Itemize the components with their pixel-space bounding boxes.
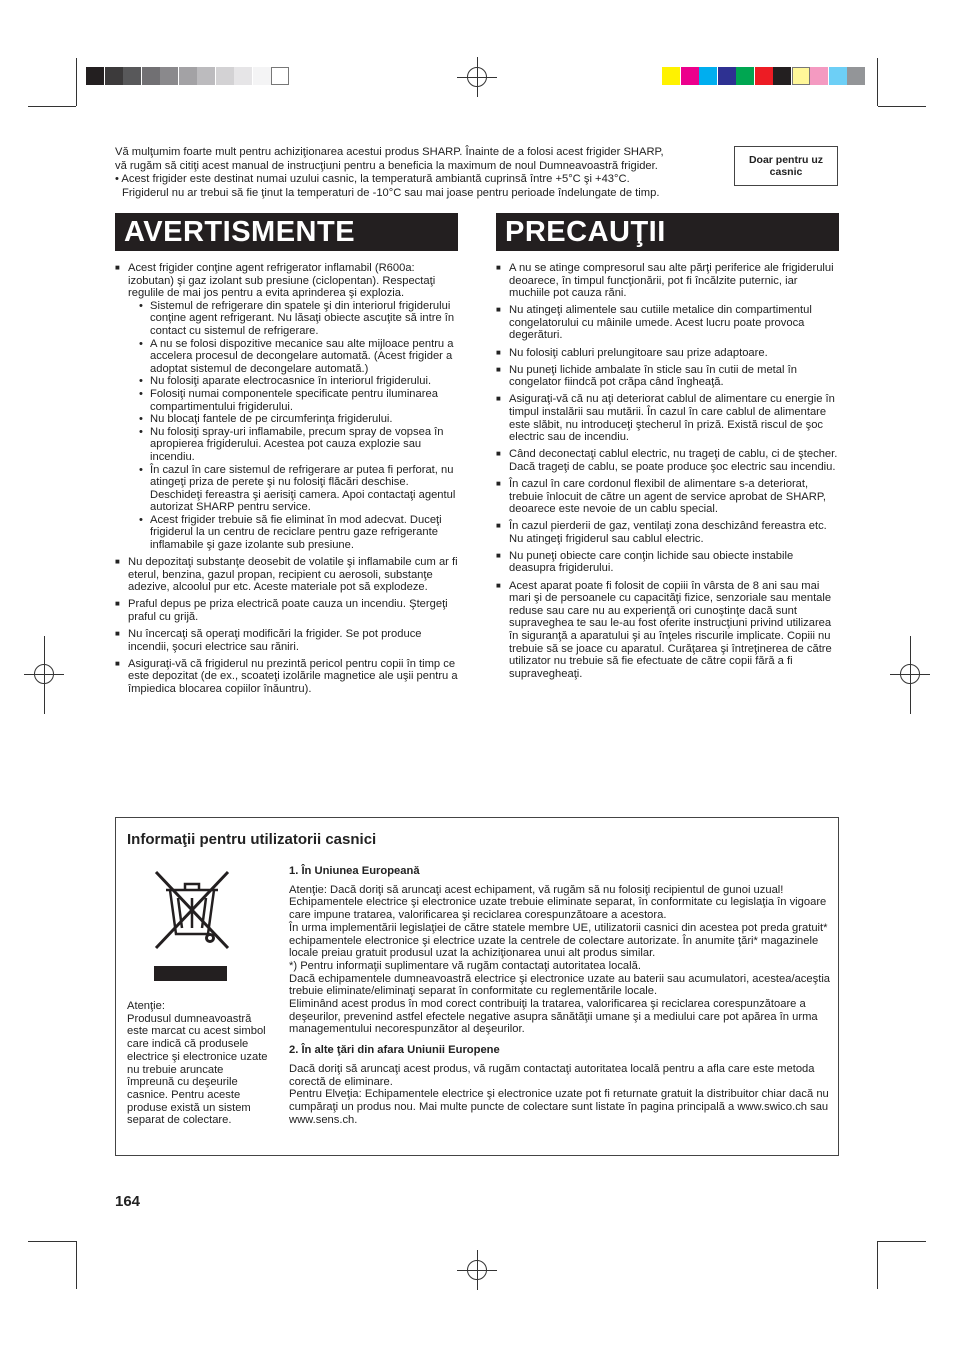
warning-item: ■ Praful depus pe priza electrică poate cauza un incendiu. Ştergeţi praful cu grijă. <box>115 598 460 623</box>
color-swatch <box>792 67 810 85</box>
precaution-item: ■ Nu folosiţi cabluri prelungitoare sau prize adaptoare. <box>496 347 841 360</box>
gray-swatch <box>234 67 252 85</box>
warning-item: ■ Nu încercaţi să operaţi modificări la frigider. Se pot produce incendii, şocuri electrice sau răniri. <box>115 628 460 653</box>
registration-line-left <box>44 636 45 714</box>
disposal-info <box>289 865 834 1126</box>
precaution-item: ■ Când deconectaţi cablul electric, nu trageţi de cablu, ci de ştecher. Dacă trageţi de cablu, se poate produce şoc electric sau incendiu. <box>496 448 841 473</box>
precaution-item: ■ În cazul pierderii de gaz, ventilaţi zona deschizând fereastra etc. Nu atingeţi frigiderul sau cablul electric. <box>496 520 841 545</box>
intro-line: Vă mulţumim foarte mult pentru achiziţionarea acestui produs SHARP. Înainte de a folosi acest frigider SHARP, <box>115 146 664 158</box>
eu-text <box>289 884 834 1036</box>
color-swatch <box>773 67 791 85</box>
intro-text <box>115 146 725 200</box>
color-swatch <box>736 67 754 85</box>
warning-subitem: • Folosiţi numai componentele specificate pentru iluminarea compartimentului frigiderului. <box>128 388 460 413</box>
gray-swatch <box>142 67 160 85</box>
household-info-title: Informaţii pentru utilizatorii casnici <box>127 831 377 848</box>
non-eu-heading: 2. În alte ţări din afara Uniunii Europene <box>289 1044 500 1057</box>
precaution-item: ■ Asiguraţi-vă că nu aţi deteriorat cablul de alimentare cu energie în timpul instalării sau mutării. În cazul în care cablul de alimentare este slăbit, nu introduceţi ştecherul în priză. Există riscul de şoc electric sau de incendiu. <box>496 393 841 443</box>
warning-sublist <box>128 300 460 552</box>
eu-text-line: *) Pentru informaţii suplimentare vă rugăm contactaţi autoritatea locală. <box>289 959 641 972</box>
intro-line: • Acest frigider este destinat numai uzului casnic, la temperatură ambiantă cuprinsă între +5°C şi +43°C. <box>115 173 630 185</box>
color-swatch <box>718 67 736 85</box>
warning-subitem: • Sistemul de refrigerare din spatele şi din interiorul frigiderului conţine agent refrigerant. Nu lăsaţi obiecte ascuţite să intre în contact cu sistemul de refrigerare. <box>128 300 460 338</box>
weee-date-bar <box>154 966 227 981</box>
intro-line: vă rugăm să citiţi acest manual de instrucţiuni pentru a beneficia la maximum de noul Dumneavoastră frigider. <box>115 159 658 172</box>
precaution-item: ■ Nu atingeţi alimentele sau cutiile metalice din compartimentul congelatorului cu mâinile umede. Acest lucru poate provoca degerături. <box>496 304 841 342</box>
gray-swatch <box>253 67 271 85</box>
non-eu-text <box>289 1063 834 1127</box>
color-swatch <box>847 67 865 85</box>
warning-subitem: • În cazul în care sistemul de refrigerare ar putea fi perforat, nu atingeţi priza de perete şi nu folosiţi flăcări deschise. Deschideţi fereastra şi aerisiţi camera. Apoi contactaţi agentul autorizat SHARP pentru service. <box>128 464 460 514</box>
color-swatch <box>662 67 680 85</box>
warning-subitem: • Acest frigider trebuie să fie eliminat în mod adecvat. Duceţi frigiderul la un centru de reciclare pentru gaze refrigerante inflamabile şi gaze izolante sub presiune. <box>128 514 460 552</box>
gray-swatch <box>271 67 289 85</box>
gray-swatch <box>160 67 178 85</box>
household-use-badge: Doar pentru uz casnic <box>734 146 838 186</box>
warning-subitem: • Nu blocaţi fantele de pe circumferinţa frigiderului. <box>128 413 460 426</box>
non-eu-text-line: Dacă doriţi să aruncaţi acest produs, vă rugăm contactaţi autoritatea locală pentru a afla care este metoda corectă de eliminare. <box>289 1062 815 1088</box>
precaution-item: ■ A nu se atinge compresorul sau alte părţi periferice ale frigiderului deoarece, în timpul funcţionării, pot fi încălzite puternic, iar muchiile pot cauza răni. <box>496 262 841 300</box>
gray-swatch <box>197 67 215 85</box>
household-info-box <box>115 817 839 1156</box>
warnings-title: AVERTISMENTE <box>115 213 458 251</box>
precaution-item: ■ Nu puneţi lichide ambalate în sticle sau în cutii de metal în congelator fiindcă pot crăpa când îngheaţă. <box>496 364 841 389</box>
warning-subitem: • A nu se folosi dispozitive mecanice sau alte mijloace pentru a accelera procesul de decongelare automată. (Acest frigider a adoptat sistemul de decongelare automată.) <box>128 338 460 376</box>
warning-subitem: • Nu folosiţi spray-uri inflamabile, precum spray de vopsea în apropierea frigiderului. Acestea pot cauza explozie sau incendiu. <box>128 426 460 464</box>
eu-text-line: În urma implementării legislaţiei de către statele membre UE, utilizatorii casnici din acestea pot preda gratuit* echipamentele electronice şi electrice uzate la centrele de colectare autorizate. În anumite ţări* magazinele locale preiau gratuit produsul uzat la achiziţionarea unui alt produs similar. <box>289 921 828 960</box>
registration-mark-bottom <box>457 1250 497 1290</box>
page-number: 164 <box>115 1193 141 1210</box>
precautions-title: PRECAUŢII <box>496 213 839 251</box>
precaution-item: ■ În cazul în care cordonul flexibil de alimentare s-a deteriorat, trebuie înlocuit de către un agent de service aprobat de SHARP, deoarece este nevoie de un cablu special. <box>496 478 841 516</box>
color-swatch <box>699 67 717 85</box>
crossed-out-bin-icon <box>152 868 232 952</box>
eu-text-line: Atenţie: Dacă doriţi să aruncaţi acest echipament, vă rugăm să nu folosiţi recipientul de gunoi uzual! Echipamentele electrice şi electronice uzate trebuie eliminate separat, în conformitate cu legislaţia în vigoare care impune tratarea, valorificarea şi reciclarea corespunzătoare a acestora. <box>289 883 827 922</box>
gray-swatch <box>216 67 234 85</box>
warning-item: ■ Nu depozitaţi substanţe deosebit de volatile şi inflamabile cum ar fi eterul, benzina, gazul propan, recipient cu aerosoli, substanţe adezive, alcoolul pur etc. Aceste materiale pot să explodeze. <box>115 556 460 594</box>
caution-line: Produsul dumneavoastră este marcat cu acest simbol care indică că produsele electrice şi electronice uzate nu trebuie aruncate împreună cu deşeurile casnice. Pentru aceste produse există un sistem separat de colectare. <box>127 1012 268 1127</box>
color-swatch <box>810 67 828 85</box>
color-swatch <box>681 67 699 85</box>
precaution-item: ■ Acest aparat poate fi folosit de copiii în vârsta de 8 ani sau mai mari şi de persoanele cu capacităţi fizice, senzoriale sau mentale reduse sau care nu au experienţă ori cunoştinţe dacă sunt supraveghea te sau le-au fost oferite instrucţiuni privind utilizarea în siguranţă a aparatului şi au înţeles riscurile implicate. Copiii nu trebuie să se joace cu aparatul. Curăţarea şi întreţinerea de către utilizator nu trebuie să fie efectuate de către copii fără a fi supravegheaţi. <box>496 580 841 681</box>
gray-swatch <box>105 67 123 85</box>
color-swatch <box>829 67 847 85</box>
registration-mark-top <box>457 57 497 97</box>
precautions-list <box>496 262 841 685</box>
warning-subitem: • Nu folosiţi aparate electrocasnice în interiorul frigiderului. <box>128 375 460 388</box>
intro-line: Frigiderul nu ar trebui să fie ţinut la temperaturi de -10°C sau mai joase pentru perioade îndelungate de timp. <box>122 186 660 199</box>
gray-swatch <box>86 67 104 85</box>
non-eu-text-line: Pentru Elveţia: Echipamentele electrice şi electronice uzate pot fi returnate gratuit la distribuitor chiar dacă nu cumpăraţi un produs nou. Mai multe puncte de colectare sunt listate în pagina principală a www.swico.ch sau www.sens.ch. <box>289 1088 829 1126</box>
gray-swatch <box>179 67 197 85</box>
warning-item: ■ Asiguraţi-vă că frigiderul nu prezintă pericol pentru copii în timp ce este depozitat (de ex., scoateţi izolările magnetice ale uşii pentru a împiedica blocarea copiilor înăuntru). <box>115 658 460 696</box>
caution-line: Atenţie: <box>127 1000 165 1012</box>
caution-note <box>127 1000 272 1127</box>
precaution-item: ■ Nu puneţi obiecte care conţin lichide sau obiecte instabile deasupra frigiderului. <box>496 550 841 575</box>
warnings-list <box>115 262 460 700</box>
eu-text-line: Eliminând acest produs în mod corect contribuiţi la tratarea, valorificarea şi reciclarea corespunzătoare a deşeurilor, prevenind astfel efectele negative asupra sănătăţii umane şi a mediului care pot apărea în urma managementului necorespunzător al deşeurilor. <box>289 998 818 1036</box>
registration-line-right <box>910 636 911 714</box>
eu-heading: 1. În Uniunea Europeană <box>289 865 420 877</box>
gray-swatch <box>123 67 141 85</box>
color-swatch <box>755 67 773 85</box>
warning-item: ■ Acest frigider conţine agent refrigerator inflamabil (R600a: izobutan) şi gaz izolant sub presiune (ciclopentan). Respectaţi regulile de mai jos pentru a evita aprinderea şi explozia. • Sistemul de refrigerare din spatele şi din interiorul frigiderului conţine agent refrigerant. Nu lăsaţi obiecte ascuţite să intre în contact cu sistemul de refrigerare. • A nu se folosi dispozitive mecanice sau alte mijloace pentru a accelera procesul de decongelare automată. (Acest frigider a adoptat sistemul de decongelare automată.) • Nu folosiţi aparate electrocasnice în interiorul frigiderului. • Folosiţi numai componentele specificate pentru iluminarea compartimentului frigiderului. • Nu blocaţi fantele de pe circumferinţa frigiderului. • Nu folosiţi spray-uri inflamabile, precum spray de vopsea în apropierea frigiderului. Acestea pot cauza explozie sau incendiu. • În cazul în care sistemul de refrigerare ar putea fi perforat, nu atingeţi priza de perete şi nu folosiţi flăcări deschise. Deschideţi fereastra şi aerisiţi camera. Apoi contactaţi agentul autorizat SHARP pentru service. • Acest frigider trebuie să fie eliminat în mod adecvat. Duceţi frigiderul la un centru de reciclare pentru gaze refrigerante inflamabile şi gaze izolante sub presiune. <box>115 262 460 552</box>
eu-text-line: Dacă echipamentele dumneavoastră electrice şi electronice uzate au baterii sau acumulatori, acestea/aceştia trebuie eliminate/eliminaţi separat în conformitate cu reglementările locale. <box>289 972 831 998</box>
